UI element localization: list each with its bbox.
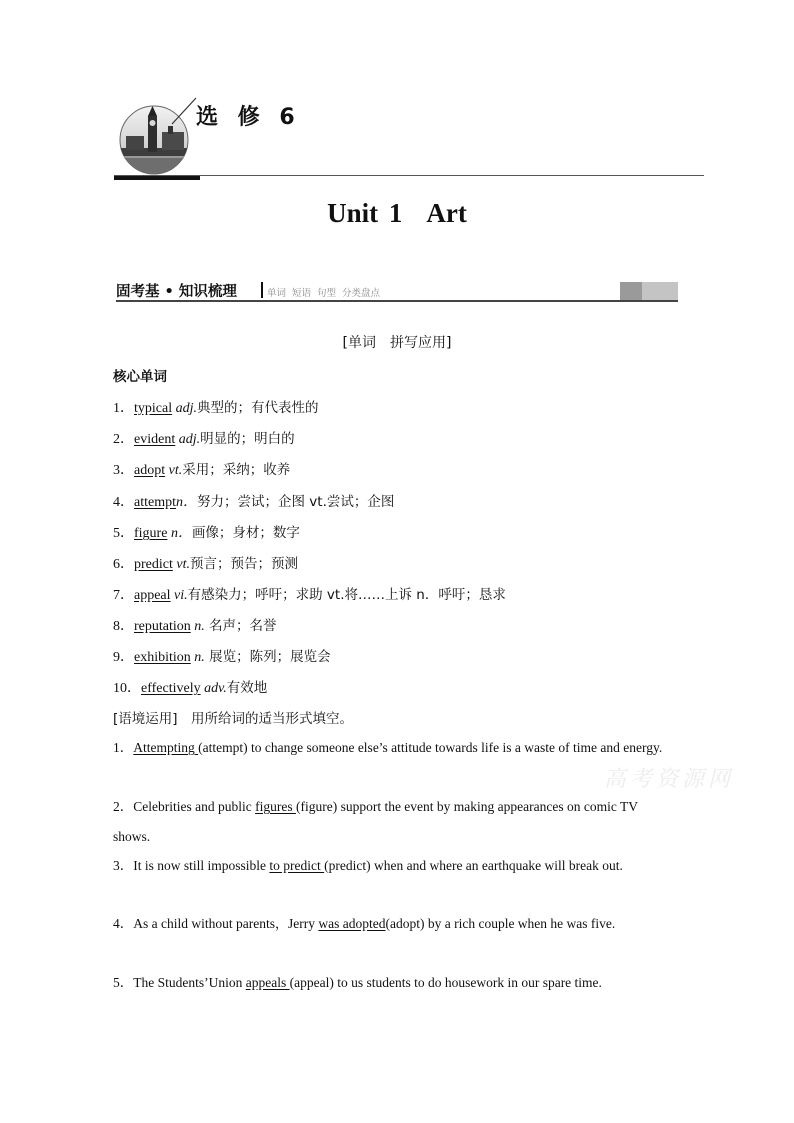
vocab-item: 1．typical adj.典型的；有代表性的 bbox=[113, 400, 319, 416]
vocab-item: 8．reputation n. 名声；名誉 bbox=[113, 618, 277, 634]
unit-number: Unit 1 bbox=[327, 198, 403, 228]
module-title: 选 修 6 bbox=[196, 105, 301, 130]
unit-topic: Art bbox=[426, 198, 467, 228]
header-rule-accent bbox=[114, 176, 200, 180]
vocab-word: attempt bbox=[134, 495, 176, 510]
exercise-item: 5．The Students’Union appeals (appeal) to us students to do housework in our spare time. bbox=[113, 975, 602, 990]
vocab-item: 2．evident adj.明显的；明白的 bbox=[113, 431, 295, 447]
section-subtitle: 单词 短语 句型 分类盘点 bbox=[267, 288, 381, 299]
context-usage-instruction: [语境运用] 用所给词的适当形式填空。 bbox=[113, 711, 354, 727]
vocab-word: predict bbox=[134, 557, 173, 572]
vocab-item: 3．adopt vt.采用；采纳；收养 bbox=[113, 462, 291, 478]
section-bar bbox=[116, 280, 678, 302]
header-rule bbox=[114, 175, 704, 176]
section-underline bbox=[116, 300, 678, 302]
vocab-word: typical bbox=[134, 401, 173, 416]
exercise-item: 4．As a child without parents，Jerry was adopted(adopt) by a rich couple when he was five. bbox=[113, 916, 616, 932]
vocab-word: appeal bbox=[134, 588, 171, 603]
section-decor-block-dark bbox=[620, 282, 642, 300]
section-separator bbox=[261, 282, 263, 298]
exercise-answer: was adopted bbox=[318, 916, 386, 931]
vocab-item: 5．figure n．画像；身材；数字 bbox=[113, 525, 300, 541]
vocab-word: exhibition bbox=[134, 650, 191, 665]
vocab-item: 10．effectively adv.有效地 bbox=[113, 680, 268, 696]
vocab-item: 7．appeal vi.有感染力；呼吁；求助 vt.将……上诉 n．呼吁；恳求 bbox=[113, 587, 506, 603]
vocab-word: figure bbox=[134, 526, 168, 541]
section-title: 固考基 • 知识梳理 bbox=[116, 284, 237, 300]
vocab-word: reputation bbox=[134, 619, 191, 634]
subsection-heading: [单词 拼写应用] bbox=[342, 335, 452, 351]
vocab-item: 6．predict vt.预言；预告；预测 bbox=[113, 556, 298, 572]
vocab-word: evident bbox=[134, 432, 176, 447]
vocab-item: 9．exhibition n. 展览；陈列；展览会 bbox=[113, 649, 331, 665]
exercise-item: 3．It is now still impossible to predict (predict) when and where an earthquake will break out. bbox=[113, 858, 623, 873]
watermark: 高考资源网 bbox=[604, 767, 735, 792]
vocab-word: adopt bbox=[134, 463, 166, 478]
exercise-answer: figures bbox=[255, 799, 296, 814]
exercise-answer: appeals bbox=[245, 975, 290, 990]
exercise-item: 2．Celebrities and public figures (figure) support the event by making appearances on comic TV shows. bbox=[113, 799, 638, 844]
exercise-answer: Attempting bbox=[133, 740, 199, 755]
exercise-item: 1．Attempting (attempt) to change someone else’s attitude towards life is a waste of time and energy. bbox=[113, 740, 663, 755]
exercise-answer: to predict bbox=[269, 858, 325, 873]
section-decor-block-light bbox=[642, 282, 678, 300]
vocab-item: 4．attemptn．努力；尝试；企图 vt.尝试；企图 bbox=[113, 494, 395, 510]
unit-title bbox=[0, 198, 794, 229]
core-words-label: 核心单词 bbox=[113, 369, 167, 385]
vocab-word: effectively bbox=[141, 681, 201, 696]
header-diagonal-line bbox=[170, 96, 198, 126]
